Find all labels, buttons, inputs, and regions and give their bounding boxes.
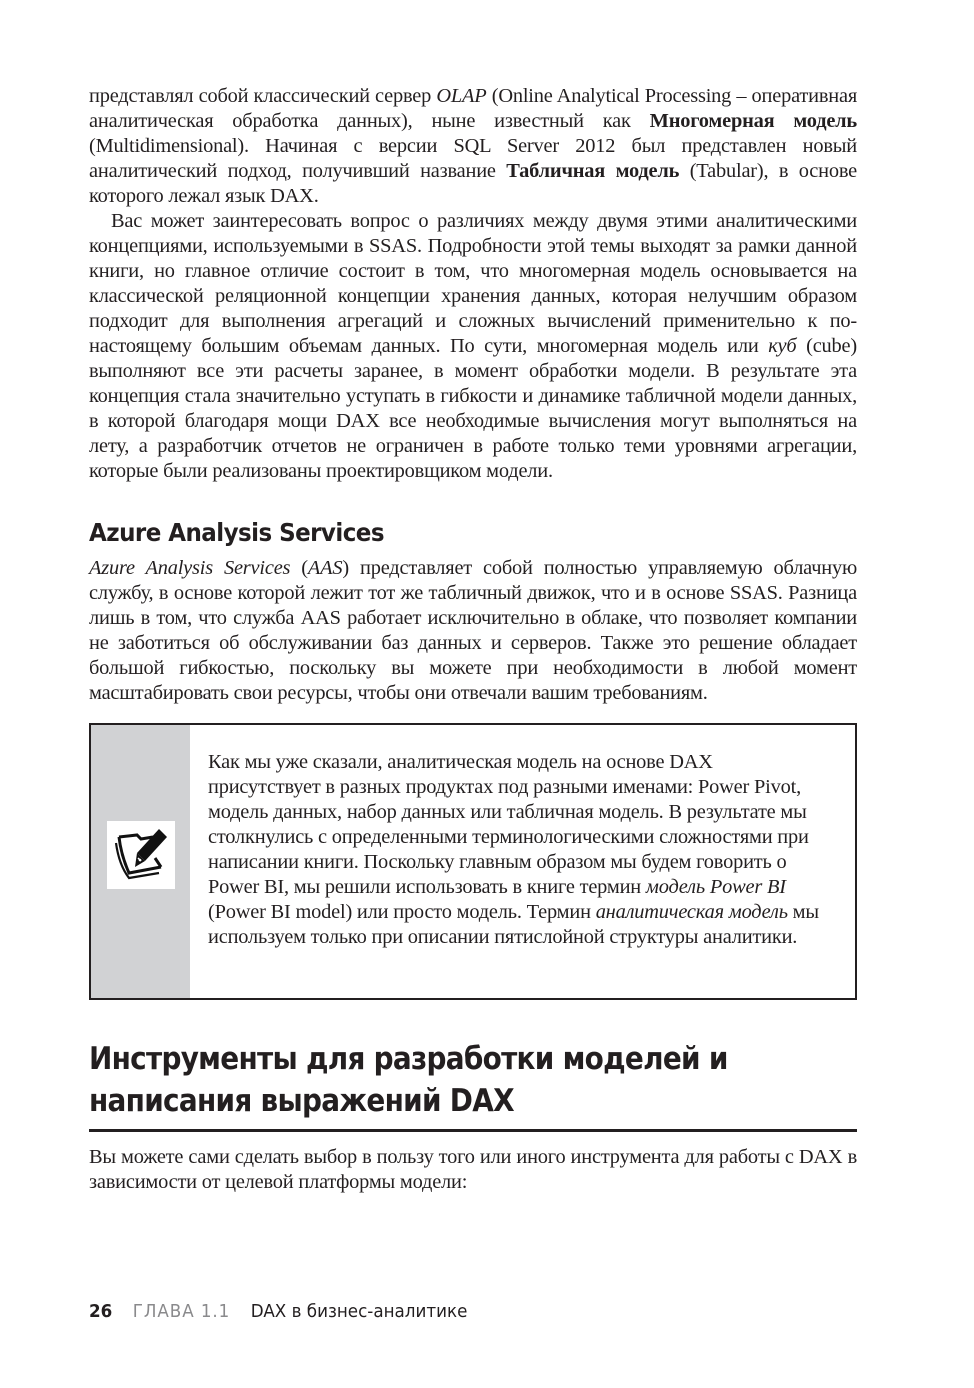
term-analytic-model: аналитическая модель	[595, 901, 788, 923]
term-cube: куб	[768, 335, 797, 357]
note-body	[190, 725, 855, 998]
text: (	[290, 557, 308, 579]
text: ) представляет собой полностью управляемую облачную службу, в основе которой лежит тот же табличный движок, что и в основе SSAS. Разница лишь в том, что служба AAS работает исключительно в облаке, что позволяет компании не заботиться об обслуживании баз данных и серверов. Также это решение обладает большой гибкостью, поскольку вы можете при необходимости в любой момент масштабировать свои ресурсы, чтобы они отвечали вашим требованиям.	[89, 557, 858, 704]
text: Как мы уже сказали, аналитическая модель на основе DAX присутствует в разных продуктах под разными именами: Power Pivot, модель данных, набор данных или табличная модель. В результате мы столкнулись с определенными терминологическими сложностями при написании книги. Поскольку главным образом мы будем говорить о Power BI, мы решили использовать в книге термин	[208, 751, 809, 898]
text: Вы можете сами сделать выбор в пользу того или иного инструмента для работы с DAX в зависимости от целевой платформы модели:	[89, 1146, 857, 1193]
paragraph-tools-intro	[89, 1145, 857, 1195]
note-box	[89, 723, 857, 1000]
chapter-label: ГЛАВА 1.1	[132, 1301, 231, 1322]
text: (Multidimensional). Начиная с версии SQL Server 2012 был представлен новый аналитический подход, получивший название	[89, 135, 857, 182]
term-multidimensional: Многомерная модель	[649, 110, 857, 132]
paragraph-differences	[89, 209, 857, 484]
paragraph-aas	[89, 556, 857, 706]
text: Вас может заинтересовать вопрос о различиях между двумя этими аналитическими концепциями, используемыми в SSAS. Подробности этой темы выходят за рамки данной книги, но главное отличие состоит в том, что многомерная модель основывается на классической реляционной концепции хранения данных, которая нелучшим образом подходит для выполнения агрегаций и сложных вычислений применительно к по-настоящему большим объемам данных. По сути, многомерная модель или	[89, 210, 857, 357]
term-aas: AAS	[307, 557, 343, 579]
text: (Tabular), в основе которого лежал язык DAX.	[89, 160, 858, 207]
text: мы используем только при описании пятислойной структуры аналитики.	[208, 901, 819, 948]
term-azure-analysis-services: Azure Analysis Services	[89, 557, 291, 579]
text: (Power BI model) или просто модель. Термин	[208, 901, 596, 923]
heading-rule	[89, 1129, 857, 1132]
page-content	[89, 84, 857, 1195]
term-olap: OLAP	[436, 85, 487, 107]
text: (Online Analytical Processing – оперативная аналитическая обработка данных), ныне известный как	[89, 85, 857, 132]
chapter-title: DAX в бизнес-аналитике	[250, 1301, 468, 1322]
term-power-bi-model: модель Power BI	[645, 876, 786, 898]
pen-paper-icon	[107, 821, 175, 889]
page-number: 26	[89, 1301, 113, 1322]
text: представлял собой классический сервер	[89, 85, 437, 107]
term-tabular: Табличная модель	[506, 160, 680, 182]
heading-tools: Инструменты для разработки моделей и написания выражений DAX	[89, 1041, 728, 1119]
heading-azure-analysis-services: Azure Analysis Services	[89, 518, 384, 547]
note-text	[208, 750, 825, 950]
page-footer	[89, 1300, 467, 1324]
paragraph-olap-intro	[89, 84, 857, 209]
note-sidebar	[91, 725, 190, 998]
text: (cube) выполняют все эти расчеты заранее, в момент обработки модели. В результате эта концепция стала значительно уступать в гибкости и динамике табличной модели данных, в которой благодаря мощи DAX все необходимые вычисления могут выполняться на лету, а разработчик отчетов не ограничен в работе только теми уровнями агрегации, которые были реализованы проектировщиком модели.	[89, 335, 857, 482]
